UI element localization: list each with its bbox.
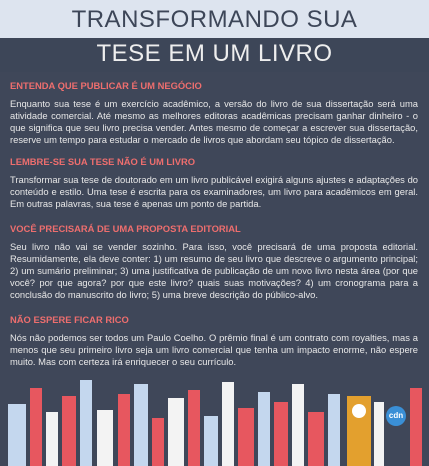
book-spine [118,394,130,466]
book-spine [308,412,324,466]
section-editorial-proposal [10,223,418,301]
section-body: Seu livro não vai se vender sozinho. Para isso, você precisará de uma proposta editorial. Resumidamente, ela deve conter: 1) um resumo de seu livro que descreve o argumento principal; 2) um sumário preliminar; 3) uma justificativa de publicação de um novo livro nesta área (por que você? por que agora? por que este livro? quais suas motivações? 4) um cronograma para a conclusão do manuscrito do livro; 5) uma breve descrição do público-alvo. [10,241,418,300]
book-spine [258,392,270,466]
book-spine [134,384,148,466]
section-body: Nós não podemos ser todos um Paulo Coelho. O prêmio final é um contrato com royalties, mas a menos que seu primeiro livro seja um livro comercial que tenha um impacto enorme, não espere muito. Mas com certeza irá enriquecer o seu currículo. [10,332,418,367]
book-spine [328,394,340,466]
cdn-logo: cdn [386,406,406,426]
title-line-1: TRANSFORMANDO SUA [71,6,358,33]
book-spine [204,416,218,466]
book-spine [8,404,26,466]
title-banner [0,0,429,72]
book-spine [238,408,254,466]
section-body: Transformar sua tese de doutorado em um livro publicável exigirá alguns ajustes e adaptações do conteúdo e estilo. Uma tese é escrita para os examinadores, um livro para acadêmicos em geral. Em outras palavras, sua tese é apenas um ponto de partida. [10,174,418,209]
title-line-2: TESE EM UM LIVRO [96,40,333,67]
content-panel [0,72,429,466]
cnen-logo [347,396,371,466]
section-publishing-business [10,80,418,146]
section-heading: VOCÊ PRECISARÁ DE UMA PROPOSTA EDITORIAL [10,223,241,234]
book-spine [46,412,58,466]
book-spine [292,384,304,466]
section-thesis-not-book [10,156,418,210]
book-spine [410,388,422,466]
book-spine [168,398,184,466]
section-heading: LEMBRE-SE SUA TESE NÃO É UM LIVRO [10,156,196,167]
section-body: Enquanto sua tese é um exercício acadêmico, a versão do livro de sua dissertação será uma atividade comercial. Até mesmo as melhores editoras acadêmicas precisam ganhar dinheiro - o que significa que seu livro precisa vender. Antes mesmo de começar a escrever sua dissertação, reserve um tempo para estudar o mercado de livros que abordam seu tópico de dissertação. [10,98,418,145]
book-spine [62,396,76,466]
book-spine [152,418,164,466]
book-spine [374,402,384,466]
section-not-rich [10,314,418,368]
book-spine [97,410,113,466]
book-spine [30,388,42,466]
section-heading: ENTENDA QUE PUBLICAR É UM NEGÓCIO [10,80,202,91]
book-spine [188,390,200,466]
book-spine [222,382,234,466]
book-spine [80,380,92,466]
section-heading: NÃO ESPERE FICAR RICO [10,314,129,325]
book-spine [274,402,288,466]
